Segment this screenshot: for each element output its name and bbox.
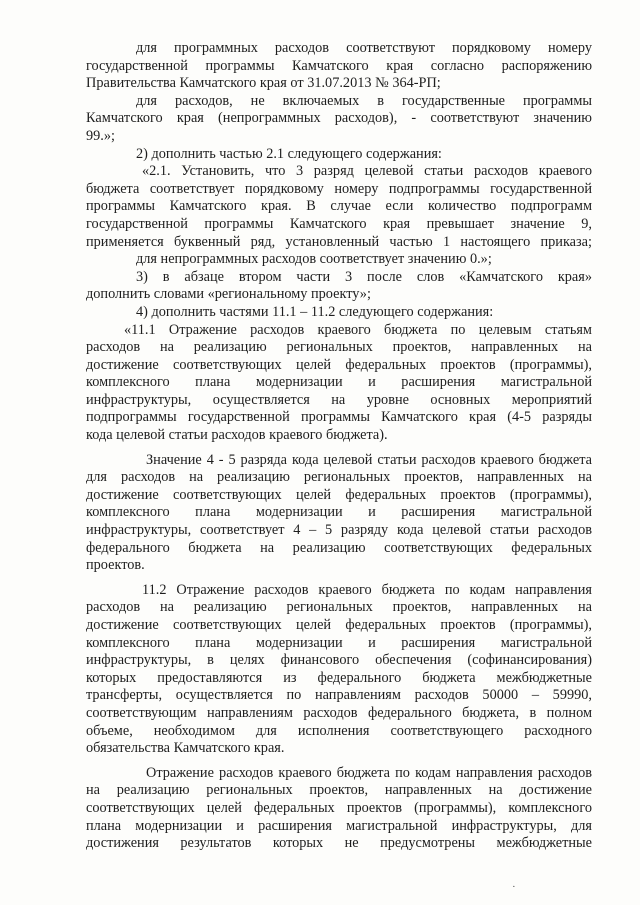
text-line: для программных расходов соответствуют порядковому номеру [136, 40, 592, 56]
text-line: Отражение расходов краевого бюджета по кодам направления расходов [146, 764, 592, 781]
text-line: 4) дополнить частями 11.1 – 11.2 следующего содержания: [136, 303, 494, 320]
text-line: кода целевой статьи расходов краевого бюджета). [86, 427, 388, 444]
text-line: для непрограммных расходов соответствует значению 0.»; [136, 251, 492, 268]
text-line: достижение соответствующих целей федеральных проектов (программы), [86, 617, 592, 633]
text-line: программы Камчатского края. В случае если количество подпрограмм [86, 198, 592, 215]
text-line: комплексного плана модернизации и расширения магистральной [86, 634, 592, 651]
paragraph-gap [86, 758, 592, 765]
scan-mark: · [512, 881, 516, 893]
text-line: которых предоставляются из федерального бюджета межбюджетные [86, 669, 592, 686]
text-line: для расходов на реализацию региональных проектов, направленных на [86, 469, 592, 486]
text-line: обязательства Камчатского края. [86, 740, 285, 757]
text-line: государственной программы Камчатского края превышает значение 9, [86, 215, 592, 232]
text-line: проектов. [86, 557, 145, 574]
text-line: федерального бюджета на реализацию соответствующих федеральных [86, 539, 592, 556]
text-line: объеме, необходимом для исполнения соответствующего расходного [86, 722, 592, 739]
text-line: трансферты, осуществляется по направлениям расходов 50000 – 59990, [86, 687, 592, 704]
text-line: подпрограммы государственной программы Камчатского края (4-5 разряды [86, 409, 592, 426]
text-line: Значение 4 - 5 разряда кода целевой статьи расходов краевого бюджета [146, 451, 592, 468]
text-line: Камчатского края (непрограммных расходов), - соответствуют значению [86, 110, 592, 127]
paragraph-gap [86, 575, 592, 582]
text-line: Правительства Камчатского края от 31.07.2013 № 364-РП; [86, 75, 441, 92]
text-line: 11.2 Отражение расходов краевого бюджета по кодам направления [142, 581, 592, 598]
text-line: расходов на реализацию региональных проектов, направленных на [86, 599, 592, 616]
text-line: инфраструктуры, в целях финансового обеспечения (софинансирования) [86, 652, 592, 669]
text-line: 99.»; [86, 127, 115, 144]
text-line: расходов на реализацию региональных проектов, направленных на [86, 339, 592, 356]
text-line: на реализацию региональных проектов, направленных на достижение [86, 782, 592, 799]
text-line: бюджета соответствует порядковому номеру подпрограммы государственной [86, 180, 592, 197]
text-line: комплексного плана модернизации и расширения магистральной [86, 504, 592, 521]
text-line: государственной программы Камчатского края согласно распоряжению [86, 57, 592, 74]
text-line: достижения результатов которых не предусмотрены межбюджетные [86, 835, 592, 852]
text-line: инфраструктуры, осуществляется на уровне основных мероприятий [86, 391, 592, 408]
text-line: 2) дополнить частью 2.1 следующего содержания: [136, 145, 442, 162]
text-line: «2.1. Установить, что 3 разряд целевой статьи расходов краевого [142, 163, 592, 180]
text-line: достижение соответствующих целей федеральных проектов (программы), [86, 356, 592, 373]
text-line: плана модернизации и расширения магистральной инфраструктуры, для [86, 817, 592, 834]
paragraph-gap [86, 445, 592, 452]
text-line: достижение соответствующих целей федеральных проектов (программы), [86, 486, 592, 503]
text-line: 3) в абзаце втором части 3 после слов «Камчатского края» [136, 268, 592, 285]
text-line: дополнить словами «региональному проекту»; [86, 286, 371, 303]
text-line: «11.1 Отражение расходов краевого бюджета по целевым статьям [124, 321, 592, 338]
text-line: соответствующим направлениям расходов федерального бюджета, в полном [86, 704, 592, 721]
text-line: инфраструктуры, соответствует 4 – 5 разряду кода целевой статьи расходов [86, 522, 592, 539]
text-line: соответствующих целей федеральных проектов (программы), комплексного [86, 799, 592, 816]
text-line: применяется буквенный ряд, установленный частью 1 настоящего приказа; [86, 233, 592, 250]
text-line: комплексного плана модернизации и расширения магистральной [86, 374, 592, 391]
text-line: для расходов, не включаемых в государственные программы [136, 92, 592, 109]
